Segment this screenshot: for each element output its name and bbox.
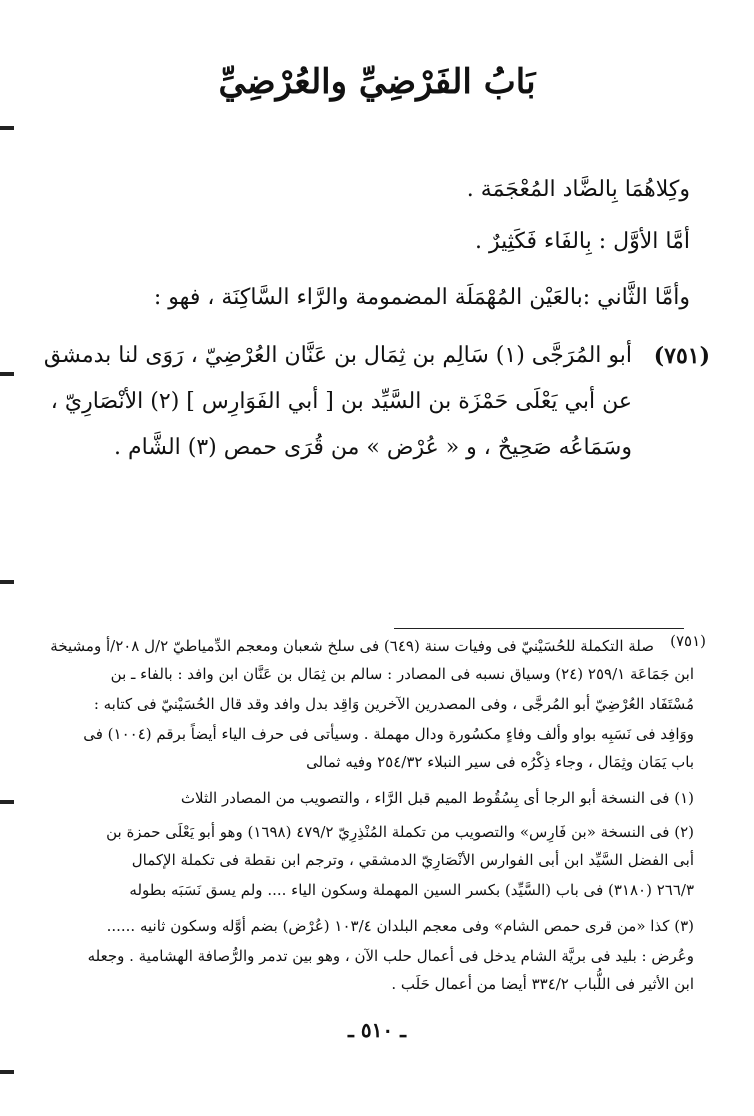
footnote-line: ابن جَمَاعَة ٢٥٩/١ (٢٤) وسياق نسبه فى المصادر : سالم بن ثِمَال بن عَنَّان ابن وافد : بالفاء ـ بن <box>110 665 694 683</box>
footnote-line: مُسْتَفَاد العُرْضِيّ أبو المُرجَّى ، وفى المصدرين الآخرين وَاقِد بدل وافد وقد قال الحُسَيْنيّ فى كتابه : <box>93 695 694 713</box>
margin-mark <box>0 800 14 804</box>
footnote-line: (٣) كذا «من قرى حمص الشام» وفى معجم البلدان ١٠٣/٤ (عُرْض) بضم أوَّله وسكون ثانيه ...... <box>106 917 694 935</box>
entry-line-2: عن أبي يَعْلَى حَمْزَة بن السَّيِّد بن [ أبي الفَوَارِس ] (٢) الأنْصَارِيّ ، <box>50 389 632 414</box>
footnote-line: ابن الأثير فى اللُّباب ٣٣٤/٢ أيضا من أعمال حَلَب . <box>391 975 694 993</box>
footnote-line: ٢٦٦/٣ (٣١٨٠) فى باب (السَّيِّد) بكسر السين المهملة وسكون الياء .... ولم يسق نَسَبَه بطوله <box>129 881 694 899</box>
footnote-line: ووَافِد فى نَسَبِه بواو وألف وفاءٍ مكسُورة ودال مهملة . وسيأتى فى حرف الياء أيضاً برقم (١٠٠٤) فى <box>83 725 694 743</box>
body-line-3: وأمَّا الثَّاني :بالعَيْن المُهْمَلَة المضمومة والرَّاء السَّاكِنَة ، فهو : <box>153 285 690 310</box>
footnote-line: باب يَمَان وثِمَال ، وجاء ذِكْرُه فى سير النبلاء ٢٥٤/٣٢ وفيه ثمالى <box>306 753 694 771</box>
body-line-2: أمَّا الأوَّل : بِالفَاء فَكَثِيرٌ . <box>474 229 690 254</box>
entry-line-3: وسَمَاعُه صَحِيحٌ ، و « عُرْض » من قُرَى حمص (٣) الشَّام . <box>114 435 632 460</box>
margin-mark <box>0 126 14 130</box>
footnote-line: (٢) فى النسخة «بن فَارِس» والتصويب من تكملة المُنْذِرِيّ ٤٧٩/٢ (١٦٩٨) وهو أبو يَعْلَى حمزة بن <box>106 823 694 841</box>
margin-mark <box>0 580 14 584</box>
margin-mark <box>0 1070 14 1074</box>
footnote-line: صلة التكملة للحُسَيْنيّ فى وفيات سنة (٦٤٩) فى سلخ شعبان ومعجم الدِّمياطيّ ٢/ل ٢٠٨/أ ومشيخة <box>50 637 654 655</box>
entry-number: (٧٥١) <box>653 343 710 369</box>
entry-line-1: أبو المُرَجَّى (١) سَالِم بن ثِمَال بن عَنَّان العُرْضِيّ ، رَوَى لنا بدمشق <box>43 343 632 368</box>
footnote-entry-number: (٧٥١) <box>670 632 706 650</box>
body-line-1: وكِلاهُمَا بِالضَّاد المُعْجَمَة . <box>466 177 690 202</box>
page-number: ـ ٥١٠ ـ <box>348 1018 406 1042</box>
footnote-line: (١) فى النسخة أبو الرجا أى بِسُقُوط الميم قبل الرَّاء ، والتصويب من المصادر الثلاث <box>180 789 694 807</box>
footnote-line: وعُرض : بليد فى بريَّة الشام يدخل فى أعمال حلب الآن ، وهو بين تدمر والرُّصافة الهشامية . وجعله <box>87 947 694 965</box>
margin-mark <box>0 372 14 376</box>
footnote-line: أبى الفضل السَّيِّد ابن أبى الفوارس الأنْصَارِيّ الدمشقي ، وترجم ابن نقطة فى تكملة الإكمال <box>131 851 694 869</box>
footnote-separator <box>394 628 684 629</box>
chapter-heading: بَابُ الفَرْضِيِّ والعُرْضِيِّ <box>218 62 536 102</box>
